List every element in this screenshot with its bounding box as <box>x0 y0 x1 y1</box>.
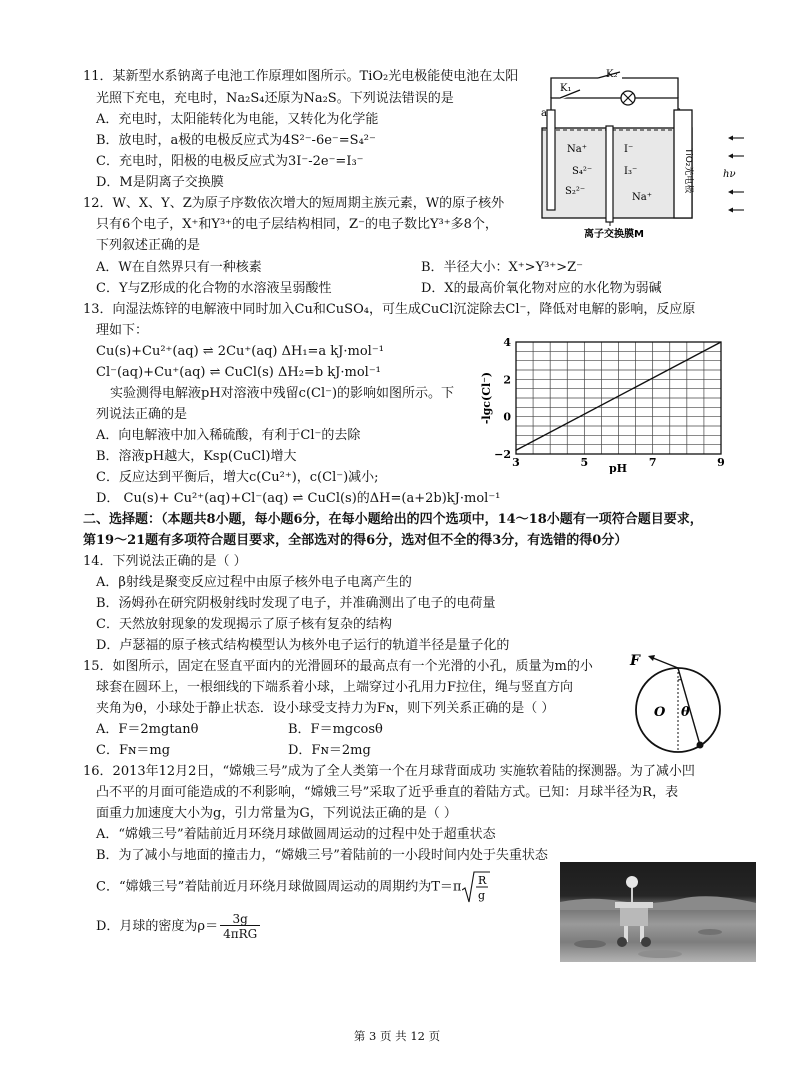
q13-option-b: B．溶液pH越大，Ksp(CuCl)增大 <box>96 449 297 464</box>
k1-label: K₁ <box>560 83 572 94</box>
membrane-label: 离子交换膜M <box>584 229 644 240</box>
page-number: 第 3 页 共 12 页 <box>353 1029 441 1043</box>
q16-stem-line2: 凸不平的月面可能造成的不利影响，“嫦娥三号”采取了近乎垂直的着陆方式。已知：月球半径为R，表 <box>96 785 679 800</box>
x-axis-label: pH <box>608 462 628 474</box>
q13-stem-line3: 实验测得电解液pH对溶液中残留c(Cl⁻)的影响如图所示。下 <box>110 386 455 401</box>
sqrt-numerator: R <box>478 874 487 887</box>
q14-option-a: A．β射线是聚变反应过程中由原子核外电子电离产生的 <box>96 575 412 590</box>
sqrt-denominator: g <box>478 889 486 902</box>
chang-e-3-lunar-photo <box>560 862 756 962</box>
y-tick-label: 4 <box>503 336 511 349</box>
q13-equation-1: Cu(s)+Cu²⁺(aq) ⇌ 2Cu⁺(aq) ΔH₁=a kJ·mol⁻¹ <box>96 344 384 359</box>
q13-stem-line4: 列说法正确的是 <box>96 407 188 422</box>
q15-stem-line1: 15．如图所示，固定在竖直平面内的光滑圆环的最高点有一个光滑的小孔，质量为m的小 <box>83 659 593 674</box>
q15-stem-line3: 夹角为θ，小球处于静止状态．设小球受支持力为Fɴ，则下列关系正确的是（ ） <box>96 701 555 716</box>
section2-heading-line1: 二、选择题：（本题共8小题，每小题6分，在每小题给出的四个选项中，14～18小题有一项符合题目要求， <box>83 512 703 527</box>
k2-label: K₂ <box>606 69 618 80</box>
q15-option-b: B．F＝mgcosθ <box>288 722 383 737</box>
q16-option-b: B．为了减小与地面的撞击力，“嫦娥三号”着陆前的一小段时间内处于失重状态 <box>96 848 548 863</box>
q16-stem-line3: 面重力加速度大小为g，引力常量为G，下列说法正确的是（ ） <box>96 806 457 821</box>
q11-option-b: B．放电时，a极的电极反应式为4S²⁻-6e⁻=S₄²⁻ <box>96 133 376 148</box>
q12-option-a: A．W在自然界只有一种核素 <box>96 260 262 275</box>
iodide-ion: I⁻ <box>624 144 634 155</box>
q13-stem-line1: 13．向湿法炼锌的电解液中同时加入Cu和CuSO₄，可生成CuCl沉淀除去Cl⁻，降低对电解的影响，反应原 <box>83 302 696 317</box>
x-tick-label: 3 <box>512 456 520 469</box>
s2-ion: S₂²⁻ <box>565 186 586 197</box>
x-tick-label: 9 <box>717 456 725 469</box>
y-tick-label: −2 <box>494 448 511 461</box>
q11-option-d: D．M是阴离子交换膜 <box>96 175 224 190</box>
q15-option-a: A．F＝2mgtanθ <box>96 722 199 737</box>
q16-option-d <box>96 913 260 940</box>
s4-ion: S₄²⁻ <box>572 166 593 177</box>
q12-stem-line3: 下列叙述正确的是 <box>96 238 201 253</box>
force-label: F <box>630 653 640 669</box>
x-tick-label: 5 <box>580 456 589 469</box>
q14-option-d: D．卢瑟福的原子核式结构模型认为核外电子运行的轨道半径是量子化的 <box>96 638 510 653</box>
fraction-numerator: 3g <box>232 912 248 926</box>
y-tick-label: 2 <box>503 373 511 387</box>
na-ion-left: Na⁺ <box>567 144 587 155</box>
q12-stem-line1: 12．W、X、Y、Z为原子序数依次增大的短周期主族元素，W的原子核外 <box>83 196 505 211</box>
fraction-denominator: 4πRG <box>220 925 260 940</box>
q11-option-a: A．充电时，太阳能转化为电能，又转化为化学能 <box>96 112 379 127</box>
q11-battery-diagram <box>538 68 750 242</box>
q11-stem-line1: 11．某新型水系钠离子电池工作原理如图所示。TiO₂光电极能使电池在太阳 <box>83 69 519 84</box>
q15-ring-diagram <box>626 650 734 758</box>
sqrt-r-over-g <box>462 870 490 904</box>
q11-stem-line2: 光照下充电，充电时，Na₂S₄还原为Na₂S。下列说法错误的是 <box>96 91 454 106</box>
center-label: O <box>654 705 666 720</box>
q14-option-b: B．汤姆孙在研究阴极射线时发现了电子，并准确测出了电子的电荷量 <box>96 596 496 611</box>
q13-equation-2: Cl⁻(aq)+Cu⁺(aq) ⇌ CuCl(s) ΔH₂=b kJ·mol⁻¹ <box>96 365 381 380</box>
angle-label: θ <box>681 705 690 720</box>
q14-option-c: C．天然放射现象的发现揭示了原子核有复杂的结构 <box>96 617 392 632</box>
q12-option-b: B．半径大小：X⁺>Y³⁺>Z⁻ <box>421 260 584 275</box>
q13-option-a: A．向电解液中加入稀硫酸，有利于Cl⁻的去除 <box>96 428 361 443</box>
q13-option-d: D． Cu(s)+ Cu²⁺(aq)+Cl⁻(aq) ⇌ CuCl(s)的ΔH=(a+2b)kJ·mol⁻¹ <box>96 491 501 506</box>
electrode-a-label: a <box>541 108 547 119</box>
x-tick-label: 7 <box>648 456 657 469</box>
y-axis-label: -lgc(Cl⁻) <box>480 371 493 425</box>
q11-option-c: C．充电时，阳极的电极反应式为3I⁻-2e⁻=I₃⁻ <box>96 154 364 169</box>
q12-option-c: C．Y与Z形成的化合物的水溶液呈弱酸性 <box>96 281 332 296</box>
q13-stem-line2: 理如下： <box>96 323 149 338</box>
q15-option-c: C．Fɴ＝mg <box>96 743 171 758</box>
q15-stem-line2: 球套在圆环上，一根细线的下端系着小球，上端穿过小孔用力F拉住，绳与竖直方向 <box>96 680 574 695</box>
photon-label: hν <box>723 169 736 180</box>
q13-option-c: C．反应达到平衡后，增大c(Cu²⁺)，c(Cl⁻)减小; <box>96 470 379 485</box>
q16-option-c-text: C．“嫦娥三号”着陆前近月环绕月球做圆周运动的周期约为T＝π <box>96 879 462 895</box>
sqrt-sign <box>462 870 490 904</box>
y-tick-label: 0 <box>503 410 511 424</box>
tio2-electrode-label: TiO₂光电极 <box>683 148 693 194</box>
q16-option-a: A．“嫦娥三号”着陆前近月环绕月球做圆周运动的过程中处于超重状态 <box>96 827 496 842</box>
q16-option-c <box>96 870 490 904</box>
q12-option-d: D．X的最高价氧化物对应的水化物为弱碱 <box>421 281 662 296</box>
rover-illustration <box>560 862 756 962</box>
section2-heading-line2: 第19～21题有多项符合题目要求，全部选对的得6分，选对但不全的得3分，有选错的得0分） <box>83 533 628 548</box>
na-ion-right: Na⁺ <box>632 192 652 203</box>
q14-stem: 14．下列说法正确的是（ ） <box>83 554 247 569</box>
q16-option-d-text: D．月球的密度为ρ＝ <box>96 919 219 934</box>
density-fraction <box>220 913 260 940</box>
q15-option-d: D．Fɴ＝2mg <box>288 743 371 758</box>
q16-stem-line1: 16．2013年12月2日，“嫦娥三号”成为了全人类第一个在月球背面成功 实施软着陆的探测器。为了减小凹 <box>83 764 695 779</box>
ph-chloride-chart <box>476 334 734 474</box>
q12-stem-line2: 只有6个电子，X⁺和Y³⁺的电子层结构相同，Z⁻的电子数比Y³⁺多8个， <box>96 217 498 232</box>
triiodide-ion: I₃⁻ <box>624 166 638 177</box>
